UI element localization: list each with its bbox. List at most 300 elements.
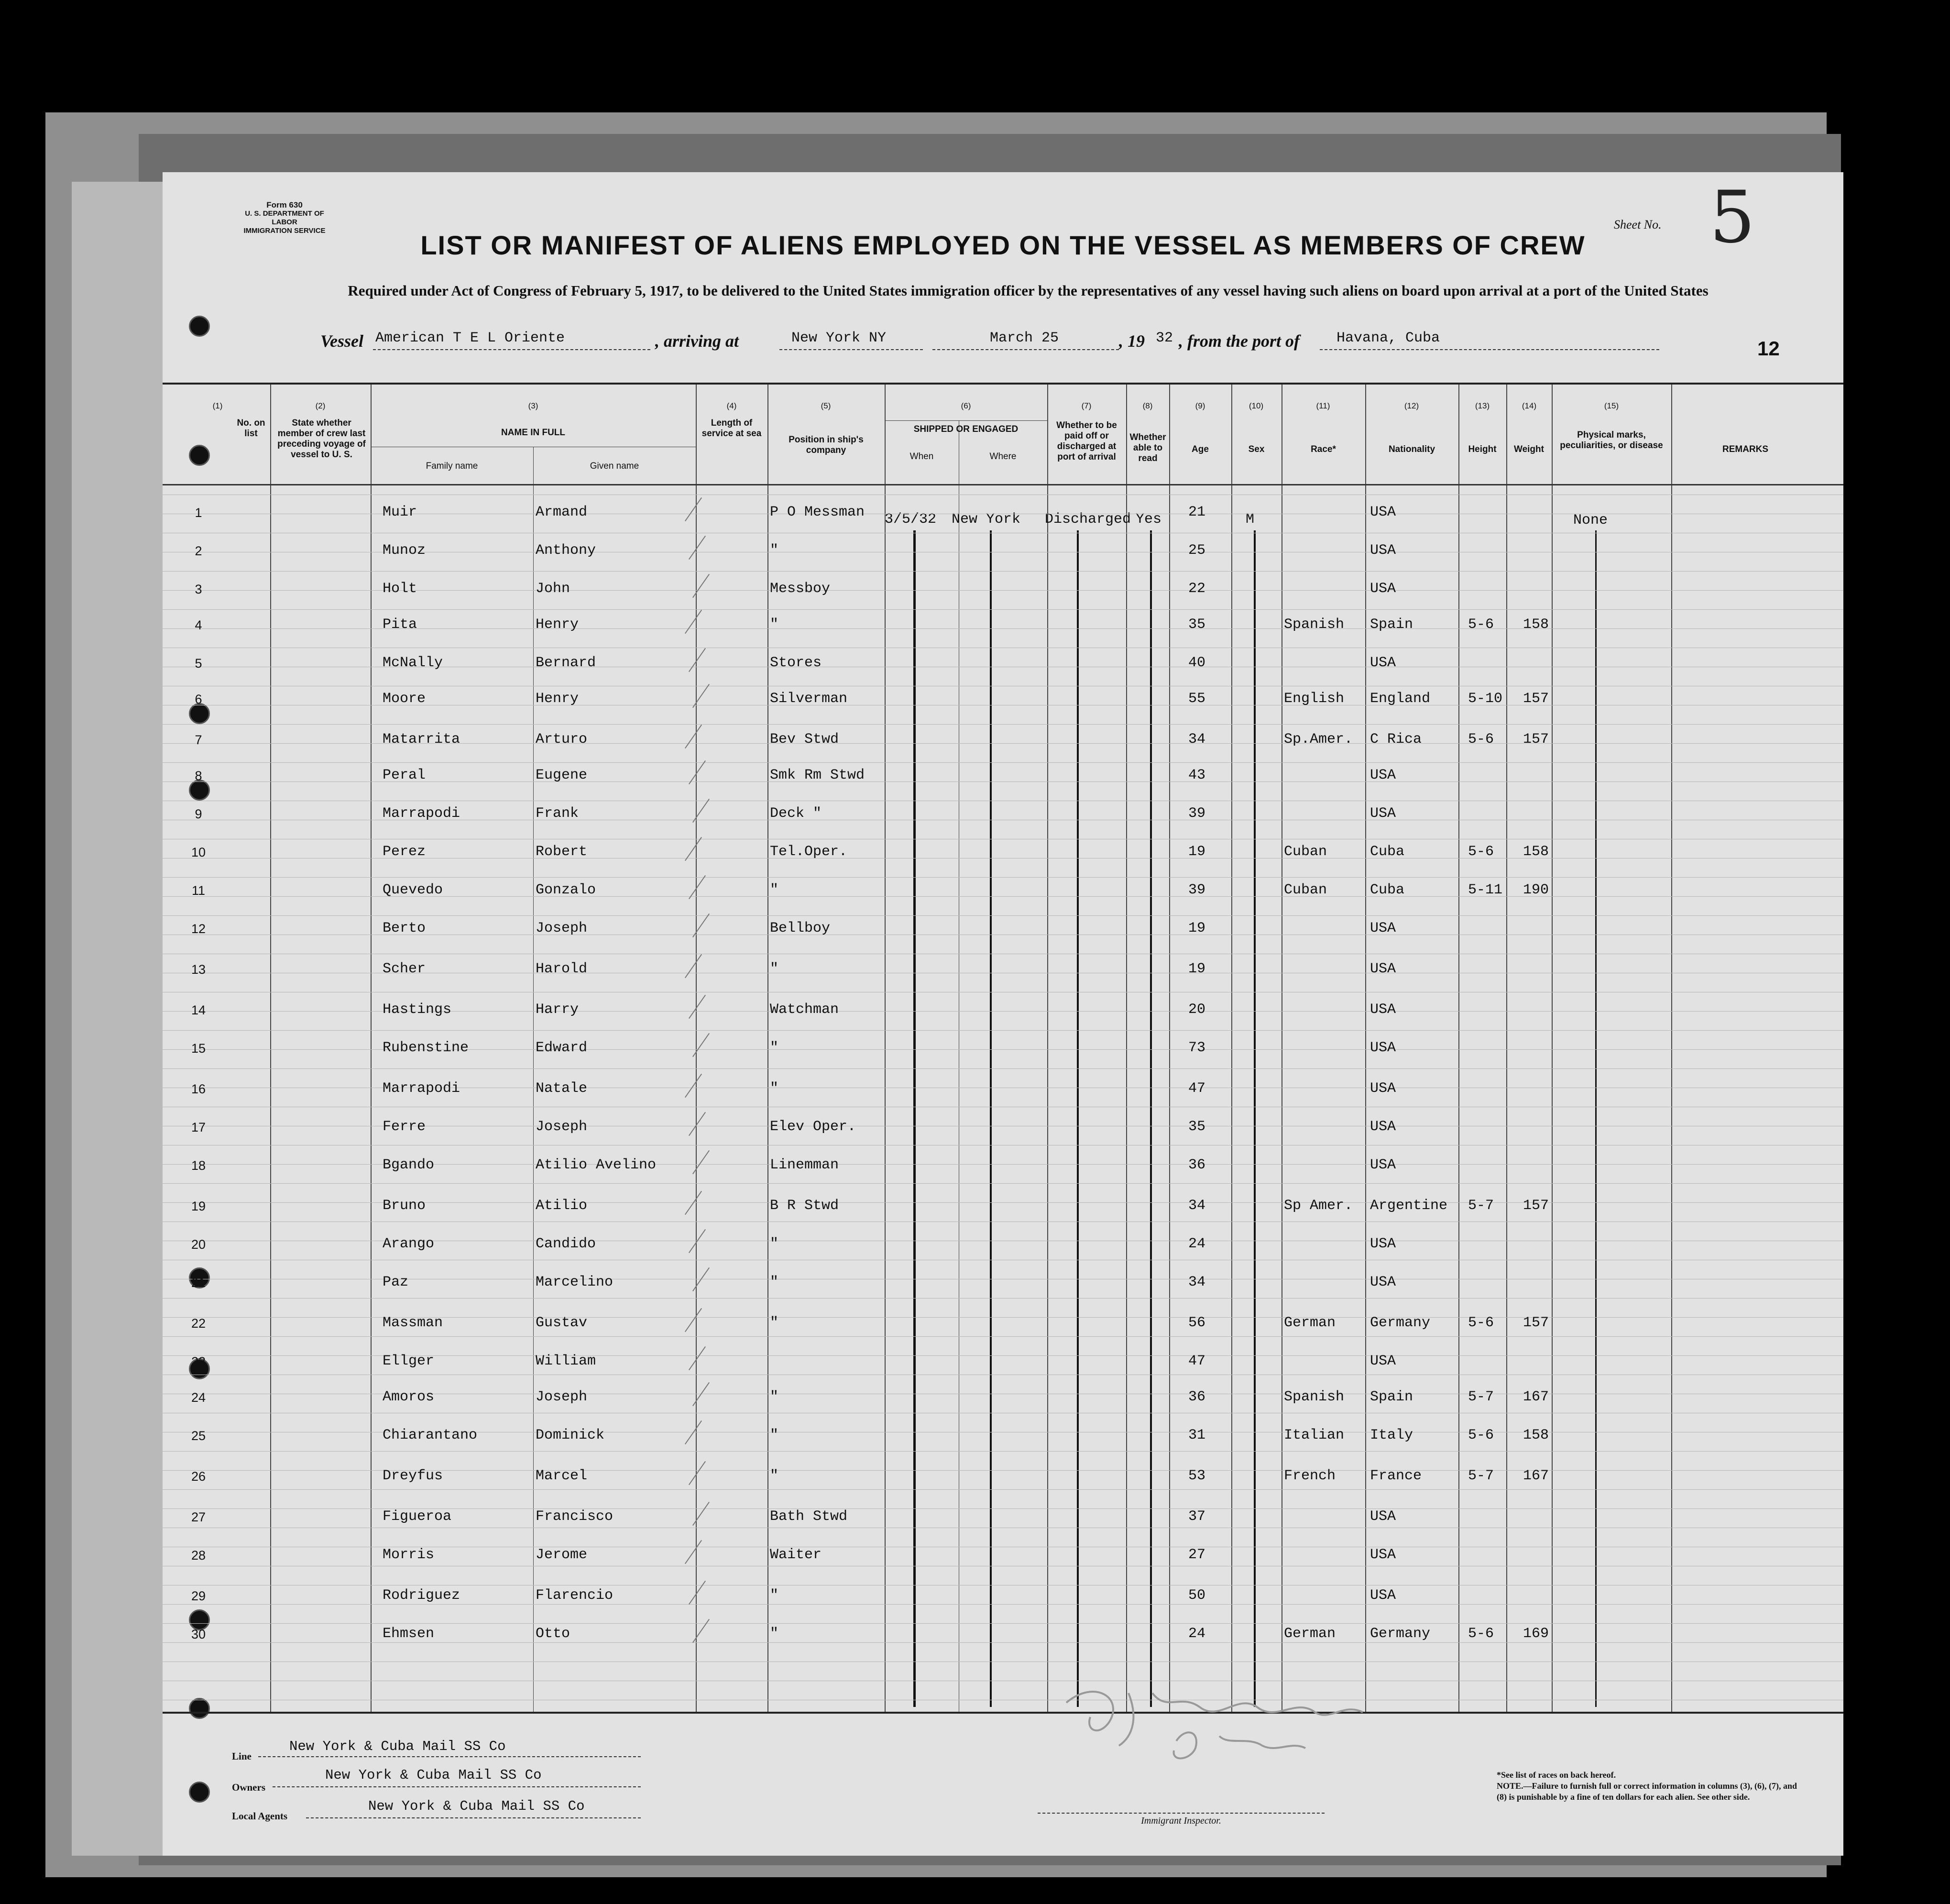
cell-position: " xyxy=(770,882,779,898)
punch-hole xyxy=(189,1782,210,1803)
cell-age: 25 xyxy=(1188,542,1206,559)
page-title: LIST OR MANIFEST OF ALIENS EMPLOYED ON THE VESSEL AS MEMBERS OF CREW xyxy=(420,230,1586,260)
page-number: 12 xyxy=(1757,337,1780,360)
arriving-label: , arriving at xyxy=(655,331,739,351)
vessel-name: American T E L Oriente xyxy=(375,330,565,346)
cell-row-number: 16 xyxy=(191,1082,206,1096)
cell-family-name: Bgando xyxy=(383,1157,435,1173)
cell-row-number: 11 xyxy=(191,883,206,898)
cell-given-name: Otto xyxy=(536,1626,570,1642)
cell-where: New York xyxy=(952,511,1021,528)
cell-family-name: Marrapodi xyxy=(383,1080,460,1097)
cell-position: Smk Rm Stwd xyxy=(770,767,865,783)
cell-nationality: USA xyxy=(1370,767,1396,783)
cell-age: 43 xyxy=(1188,767,1206,783)
cell-position: " xyxy=(770,1468,779,1484)
cell-family-name: Rubenstine xyxy=(383,1040,469,1056)
cell-nationality: Italy xyxy=(1370,1427,1413,1443)
cell-family-name: Marrapodi xyxy=(383,805,460,822)
cell-nationality: Germany xyxy=(1370,1626,1431,1642)
check-mark xyxy=(685,610,702,634)
cell-position: " xyxy=(770,1080,779,1097)
cell-row-number: 28 xyxy=(191,1548,206,1563)
cell-family-name: Ellger xyxy=(383,1353,435,1369)
cell-nationality: Germany xyxy=(1370,1315,1431,1331)
races-note: *See list of races on back hereof. xyxy=(1497,1770,1616,1780)
cell-row-number: 13 xyxy=(191,962,206,977)
col-header-position: Position in ship's company xyxy=(789,435,864,455)
cell-age: 37 xyxy=(1188,1508,1206,1525)
arrival-date: March 25 xyxy=(990,330,1059,346)
cell-position: " xyxy=(770,1040,779,1056)
owners-value: New York & Cuba Mail SS Co xyxy=(325,1767,542,1783)
cell-race: Italian xyxy=(1284,1427,1345,1443)
cell-family-name: Amoros xyxy=(383,1389,435,1405)
cell-height: 5-11 xyxy=(1468,882,1503,898)
cell-weight: 167 xyxy=(1523,1468,1549,1484)
cell-row-number: 14 xyxy=(191,1003,206,1017)
from-label: , from the port of xyxy=(1179,331,1300,351)
cell-given-name: Robert xyxy=(536,844,588,860)
cell-age: 21 xyxy=(1188,504,1206,520)
cell-family-name: Perez xyxy=(383,844,426,860)
cell-given-name: Francisco xyxy=(536,1508,613,1525)
cell-nationality: England xyxy=(1370,691,1431,707)
cell-nationality: Spain xyxy=(1370,616,1413,633)
cell-weight: 190 xyxy=(1523,882,1549,898)
inspector-signature xyxy=(1057,1664,1391,1765)
cell-age: 36 xyxy=(1188,1157,1206,1173)
line-value: New York & Cuba Mail SS Co xyxy=(289,1739,506,1754)
cell-age: 20 xyxy=(1188,1002,1206,1018)
col-header-height: Height xyxy=(1468,444,1497,454)
cell-nationality: Cuba xyxy=(1370,844,1405,860)
cell-nationality: USA xyxy=(1370,655,1396,671)
cell-race: German xyxy=(1284,1626,1336,1642)
col-header-nationality: Nationality xyxy=(1388,444,1435,454)
cell-given-name: Bernard xyxy=(536,655,596,671)
cell-weight: 157 xyxy=(1523,1198,1549,1214)
cell-nationality: USA xyxy=(1370,504,1396,520)
cell-given-name: William xyxy=(536,1353,596,1369)
cell-nationality: C Rica xyxy=(1370,731,1422,748)
cell-family-name: Berto xyxy=(383,920,426,936)
cell-family-name: Bruno xyxy=(383,1198,426,1214)
cell-family-name: Massman xyxy=(383,1315,443,1331)
check-mark xyxy=(692,1502,710,1526)
cell-position: " xyxy=(770,1587,779,1604)
cell-position: " xyxy=(770,1315,779,1331)
check-mark xyxy=(685,1420,702,1444)
cell-given-name: Henry xyxy=(536,691,579,707)
check-mark xyxy=(692,799,710,823)
crew-table xyxy=(163,383,1843,1714)
service-name: IMMIGRATION SERVICE xyxy=(243,227,326,235)
cell-nationality: USA xyxy=(1370,581,1396,597)
cell-sex: M xyxy=(1246,511,1255,528)
cell-nationality: USA xyxy=(1370,920,1396,936)
cell-nationality: USA xyxy=(1370,1119,1396,1135)
cell-nationality: USA xyxy=(1370,1353,1396,1369)
cell-row-number: 27 xyxy=(191,1510,206,1524)
cell-nationality: USA xyxy=(1370,1274,1396,1290)
cell-age: 34 xyxy=(1188,731,1206,748)
col-number: (1) xyxy=(212,401,223,410)
cell-race: Sp Amer. xyxy=(1284,1198,1353,1214)
cell-nationality: USA xyxy=(1370,1508,1396,1525)
cell-position: Bath Stwd xyxy=(770,1508,848,1525)
cell-weight: 167 xyxy=(1523,1389,1549,1405)
line-label: Line xyxy=(232,1750,252,1762)
cell-race: German xyxy=(1284,1315,1336,1331)
cell-weight: 169 xyxy=(1523,1626,1549,1642)
cell-age: 35 xyxy=(1188,1119,1206,1135)
cell-age: 24 xyxy=(1188,1236,1206,1252)
cell-position: Bellboy xyxy=(770,920,831,936)
col-number: (10) xyxy=(1249,401,1264,410)
cell-age: 31 xyxy=(1188,1427,1206,1443)
cell-position: " xyxy=(770,542,779,559)
cell-row-number: 24 xyxy=(191,1390,206,1405)
check-mark xyxy=(689,1346,706,1370)
col-header-no: No. on list xyxy=(237,418,265,439)
cell-position: Stores xyxy=(770,655,822,671)
cell-position: " xyxy=(770,1626,779,1642)
cell-given-name: Anthony xyxy=(536,542,596,559)
col-header-when: When xyxy=(909,451,934,462)
col-number: (5) xyxy=(821,401,831,410)
cell-row-number: 18 xyxy=(191,1158,206,1173)
cell-row-number: 19 xyxy=(191,1199,206,1213)
cell-weight: 157 xyxy=(1523,1315,1549,1331)
cell-family-name: Munoz xyxy=(383,542,426,559)
cell-family-name: Arango xyxy=(383,1236,435,1252)
check-mark xyxy=(685,725,702,748)
cell-given-name: Marcelino xyxy=(536,1274,613,1290)
check-mark xyxy=(692,1619,710,1643)
cell-family-name: Quevedo xyxy=(383,882,443,898)
check-mark xyxy=(692,1267,710,1291)
cell-row-number: 21 xyxy=(191,1276,206,1290)
cell-given-name: Edward xyxy=(536,1040,588,1056)
cell-age: 34 xyxy=(1188,1198,1206,1214)
check-mark xyxy=(692,1033,710,1057)
cell-age: 22 xyxy=(1188,581,1206,597)
check-mark xyxy=(685,1540,702,1564)
cell-race: Spanish xyxy=(1284,616,1345,633)
cell-race: Spanish xyxy=(1284,1389,1345,1405)
cell-nationality: USA xyxy=(1370,542,1396,559)
col-header-name: NAME IN FULL xyxy=(501,428,566,438)
cell-weight: 157 xyxy=(1523,731,1549,748)
cell-family-name: Rodriguez xyxy=(383,1587,460,1604)
cell-age: 47 xyxy=(1188,1080,1206,1097)
col-header-read: Whether able to read xyxy=(1129,432,1166,463)
cell-nationality: USA xyxy=(1370,1002,1396,1018)
cell-height: 5-6 xyxy=(1468,844,1494,860)
cell-row-number: 17 xyxy=(191,1120,206,1134)
cell-position: " xyxy=(770,1389,779,1405)
cell-given-name: Marcel xyxy=(536,1468,588,1484)
from-port: Havana, Cuba xyxy=(1337,330,1440,346)
cell-age: 27 xyxy=(1188,1547,1206,1563)
col-number: (11) xyxy=(1316,401,1330,410)
cell-nationality: Spain xyxy=(1370,1389,1413,1405)
check-mark xyxy=(685,1191,702,1215)
agents-value: New York & Cuba Mail SS Co xyxy=(368,1798,585,1814)
cell-row-number: 1 xyxy=(195,506,202,520)
cell-row-number: 26 xyxy=(191,1469,206,1484)
cell-row-number: 20 xyxy=(191,1237,206,1252)
col-number: (12) xyxy=(1404,401,1419,410)
cell-weight: 158 xyxy=(1523,844,1549,860)
col-header-shipped: SHIPPED OR ENGAGED xyxy=(913,424,1019,434)
cell-nationality: USA xyxy=(1370,1236,1396,1252)
page-subtitle: Required under Act of Congress of February 5, 1917, to be delivered to the United States immigration officer by the representatives of any vessel having such aliens on board upon arrival at a port of the United States xyxy=(348,282,1709,299)
cell-row-number: 3 xyxy=(195,582,202,596)
cell-row-number: 9 xyxy=(195,807,202,821)
col-number: (4) xyxy=(726,401,737,410)
check-mark xyxy=(689,1229,706,1253)
cell-height: 5-7 xyxy=(1468,1468,1494,1484)
cell-age: 34 xyxy=(1188,1274,1206,1290)
cell-age: 50 xyxy=(1188,1587,1206,1604)
cell-family-name: Chiarantano xyxy=(383,1427,478,1443)
cell-position: Tel.Oper. xyxy=(770,844,848,860)
cell-nationality: USA xyxy=(1370,1547,1396,1563)
col-number: (14) xyxy=(1522,401,1537,410)
cell-position: " xyxy=(770,961,779,977)
cell-given-name: Dominick xyxy=(536,1427,605,1443)
col-header-weight: Weight xyxy=(1514,444,1544,454)
cell-row-number: 4 xyxy=(195,618,202,632)
cell-position: Watchman xyxy=(770,1002,839,1018)
cell-nationality: France xyxy=(1370,1468,1422,1484)
cell-weight: 158 xyxy=(1523,616,1549,633)
cell-race: Cuban xyxy=(1284,882,1327,898)
cell-family-name: Holt xyxy=(383,581,417,597)
cell-position: Bev Stwd xyxy=(770,731,839,748)
cell-position: " xyxy=(770,616,779,633)
cell-given-name: Atilio xyxy=(536,1198,588,1214)
col-header-length: Length of service at sea xyxy=(701,418,762,439)
cell-position: B R Stwd xyxy=(770,1198,839,1214)
cell-given-name: Joseph xyxy=(536,1119,588,1135)
cell-family-name: Ehmsen xyxy=(383,1626,435,1642)
cell-family-name: Hastings xyxy=(383,1002,452,1018)
cell-row-number: 10 xyxy=(191,845,206,859)
cell-row-number: 29 xyxy=(191,1589,206,1603)
cell-row-number: 22 xyxy=(191,1316,206,1331)
check-mark xyxy=(685,1074,702,1098)
manifest-page xyxy=(163,172,1843,1856)
cell-family-name: Muir xyxy=(383,504,417,520)
check-mark xyxy=(685,497,702,521)
cell-given-name: Atilio Avelino xyxy=(536,1157,657,1173)
col-header-given: Given name xyxy=(590,461,639,471)
col-header-family: Family name xyxy=(426,461,478,471)
cell-family-name: Moore xyxy=(383,691,426,707)
cell-family-name: Ferre xyxy=(383,1119,426,1135)
form-number: Form 630 xyxy=(266,200,303,209)
cell-given-name: John xyxy=(536,581,570,597)
cell-nationality: USA xyxy=(1370,1040,1396,1056)
cell-given-name: Henry xyxy=(536,616,579,633)
col-header-physical: Physical marks, peculiarities, or disease xyxy=(1560,430,1663,451)
check-mark xyxy=(685,1308,702,1332)
department-name: U. S. DEPARTMENT OF LABOR xyxy=(245,209,324,226)
cell-family-name: Peral xyxy=(383,767,426,783)
cell-height: 5-7 xyxy=(1468,1389,1494,1405)
cell-family-name: Scher xyxy=(383,961,426,977)
cell-position: Waiter xyxy=(770,1547,822,1563)
cell-row-number: 2 xyxy=(195,544,202,558)
cell-age: 47 xyxy=(1188,1353,1206,1369)
col-header-race: Race* xyxy=(1311,444,1336,454)
cell-given-name: Harry xyxy=(536,1002,579,1018)
cell-family-name: Morris xyxy=(383,1547,435,1563)
cell-given-name: Frank xyxy=(536,805,579,822)
check-mark xyxy=(689,648,706,672)
cell-nationality: USA xyxy=(1370,961,1396,977)
cell-age: 39 xyxy=(1188,805,1206,822)
cell-family-name: Pita xyxy=(383,616,417,633)
owners-label: Owners xyxy=(232,1782,265,1793)
cell-position: Elev Oper. xyxy=(770,1119,856,1135)
col-number: (2) xyxy=(315,401,326,410)
footnote xyxy=(1497,1770,1808,1803)
cell-age: 56 xyxy=(1188,1315,1206,1331)
vessel-line xyxy=(320,331,1851,360)
cell-weight: 157 xyxy=(1523,691,1549,707)
cell-position: " xyxy=(770,1236,779,1252)
check-mark xyxy=(692,1150,710,1174)
col-number: (13) xyxy=(1475,401,1490,410)
cell-race: Sp.Amer. xyxy=(1284,731,1353,748)
cell-height: 5-6 xyxy=(1468,1315,1494,1331)
cell-age: 36 xyxy=(1188,1389,1206,1405)
cell-position: " xyxy=(770,1427,779,1443)
cell-position: P O Messman xyxy=(770,504,865,520)
cell-nationality: USA xyxy=(1370,1587,1396,1604)
cell-given-name: Harold xyxy=(536,961,588,977)
cell-position: " xyxy=(770,1274,779,1290)
cell-position: Linemman xyxy=(770,1157,839,1173)
check-mark xyxy=(689,1112,706,1136)
check-mark xyxy=(685,954,702,978)
cell-race: Cuban xyxy=(1284,844,1327,860)
cell-height: 5-6 xyxy=(1468,1427,1494,1443)
cell-row-number: 15 xyxy=(191,1041,206,1056)
year-prefix: , 19 xyxy=(1119,331,1145,351)
cell-given-name: Armand xyxy=(536,504,588,520)
check-mark xyxy=(692,684,710,708)
cell-age: 19 xyxy=(1188,961,1206,977)
check-mark xyxy=(689,995,706,1019)
cell-height: 5-10 xyxy=(1468,691,1503,707)
cell-nationality: USA xyxy=(1370,805,1396,822)
cell-age: 19 xyxy=(1188,920,1206,936)
cell-race: French xyxy=(1284,1468,1336,1484)
cell-nationality: Cuba xyxy=(1370,882,1405,898)
cell-age: 73 xyxy=(1188,1040,1206,1056)
cell-given-name: Arturo xyxy=(536,731,588,748)
cell-read: Yes xyxy=(1136,511,1162,528)
cell-nationality: Argentine xyxy=(1370,1198,1448,1214)
cell-height: 5-6 xyxy=(1468,731,1494,748)
cell-given-name: Candido xyxy=(536,1236,596,1252)
check-mark xyxy=(689,875,706,899)
arriving-port: New York NY xyxy=(791,330,887,346)
cell-given-name: Natale xyxy=(536,1080,588,1097)
inspector-label: Immigrant Inspector. xyxy=(1038,1813,1325,1827)
col-number: (6) xyxy=(961,401,971,410)
col-header-remarks: REMARKS xyxy=(1722,444,1769,454)
check-mark xyxy=(689,536,706,560)
cell-row-number: 23 xyxy=(191,1354,206,1369)
cell-position: Messboy xyxy=(770,581,831,597)
cell-given-name: Joseph xyxy=(536,1389,588,1405)
col-header-age: Age xyxy=(1192,444,1209,454)
cell-age: 35 xyxy=(1188,616,1206,633)
col-header-where: Where xyxy=(989,451,1017,462)
cell-given-name: Gustav xyxy=(536,1315,588,1331)
check-mark xyxy=(692,1382,710,1406)
cell-position: Deck " xyxy=(770,805,822,822)
cell-height: 5-6 xyxy=(1468,1626,1494,1642)
cell-family-name: Figueroa xyxy=(383,1508,452,1525)
col-header-state: State whether member of crew last preceding voyage of vessel to U. S. xyxy=(277,418,366,460)
sheet-label: Sheet No. xyxy=(1614,218,1662,231)
cell-when: 3/5/32 xyxy=(885,511,937,528)
check-mark xyxy=(685,837,702,861)
agents-label: Local Agents xyxy=(232,1810,288,1822)
cell-given-name: Gonzalo xyxy=(536,882,596,898)
cell-given-name: Jerome xyxy=(536,1547,588,1563)
check-mark xyxy=(692,913,710,937)
col-number: (8) xyxy=(1142,401,1153,410)
cell-age: 24 xyxy=(1188,1626,1206,1642)
col-header-paid: Whether to be paid off or discharged at port of arrival xyxy=(1056,420,1117,462)
check-mark xyxy=(689,760,706,784)
check-mark xyxy=(689,1581,706,1605)
cell-nationality: USA xyxy=(1370,1157,1396,1173)
cell-physical: None xyxy=(1573,512,1608,528)
cell-height: 5-6 xyxy=(1468,616,1494,633)
cell-row-number: 5 xyxy=(195,656,202,671)
cell-given-name: Flarencio xyxy=(536,1587,613,1604)
sheet-number: 5 xyxy=(1709,176,1755,259)
cell-family-name: Dreyfus xyxy=(383,1468,443,1484)
col-number: (7) xyxy=(1081,401,1092,410)
cell-age: 55 xyxy=(1188,691,1206,707)
cell-age: 39 xyxy=(1188,882,1206,898)
cell-row-number: 30 xyxy=(191,1627,206,1641)
check-mark xyxy=(692,574,710,598)
cell-family-name: Paz xyxy=(383,1274,409,1290)
cell-row-number: 8 xyxy=(195,769,202,783)
cell-row-number: 12 xyxy=(191,922,206,936)
cell-nationality: USA xyxy=(1370,1080,1396,1097)
col-number: (9) xyxy=(1195,401,1205,410)
check-mark xyxy=(689,1461,706,1485)
cell-weight: 158 xyxy=(1523,1427,1549,1443)
cell-height: 5-7 xyxy=(1468,1198,1494,1214)
cell-age: 19 xyxy=(1188,844,1206,860)
col-number: (15) xyxy=(1604,401,1619,410)
cell-age: 53 xyxy=(1188,1468,1206,1484)
cell-family-name: Matarrita xyxy=(383,731,460,748)
